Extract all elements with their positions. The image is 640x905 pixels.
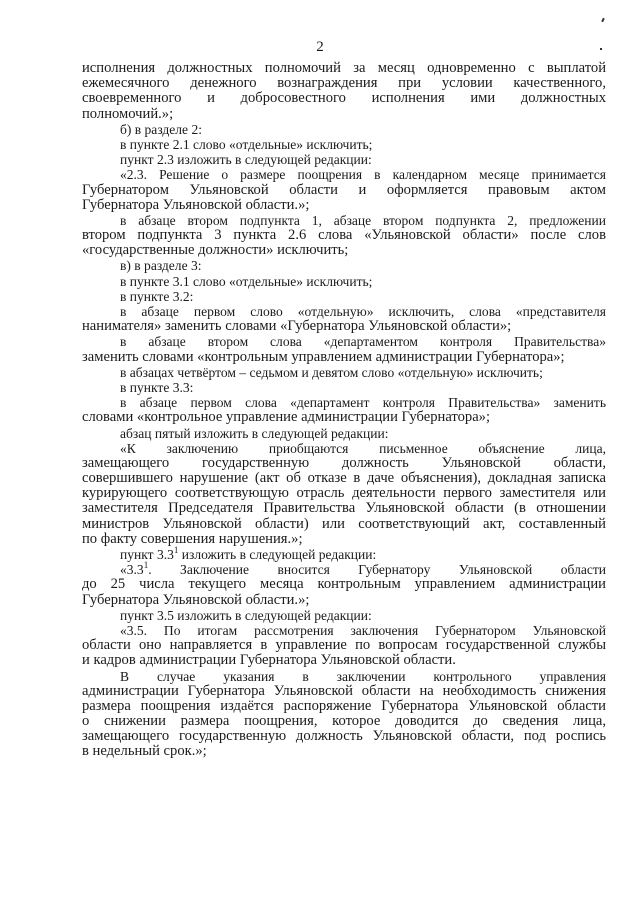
text-line	[82, 547, 606, 562]
scan-speck	[601, 18, 605, 22]
text-line	[82, 441, 606, 456]
text-line	[82, 410, 606, 425]
line-text: в пункте 2.1 слово «отдельные» исключить;	[120, 136, 373, 152]
line-text: заместителя Председателя Правительства Ульяновской области (в отношении	[82, 500, 606, 517]
text-line	[82, 501, 606, 516]
text-line	[82, 623, 606, 638]
line-text: пункт 3.5 изложить в следующей редакции:	[120, 607, 372, 623]
line-text: заменить словами «контрольным управлением администрации Губернатора»;	[82, 348, 565, 365]
text-line	[82, 228, 606, 243]
line-text: в) в разделе 3:	[120, 258, 202, 274]
line-text: курирующего соответствующую отрасль деятельности первого заместителя или	[82, 485, 606, 502]
line-text: в абзаце первом слова «департамент контроля Правительства» заменить	[120, 395, 606, 411]
line-text: «3.3	[120, 562, 144, 578]
line-text: министров Ульяновской области) или соответствующий акт, составленный	[82, 515, 606, 532]
line-text: Губернатором Ульяновской области и оформляется правовым актом	[82, 181, 606, 198]
text-line	[82, 243, 606, 258]
text-line	[82, 334, 606, 349]
line-text: замещающего государственную должность Ульяновской области,	[82, 454, 606, 471]
text-line	[82, 593, 606, 608]
line-text: «К заключению приобщаются письменное объяснение лица,	[120, 440, 606, 456]
text-line	[82, 729, 606, 744]
line-text: и кадров администрации Губернатора Ульяновской области.	[82, 652, 456, 669]
line-text: в недельный срок.»;	[82, 743, 207, 760]
line-text: Губернатора Ульяновской области.»;	[82, 196, 310, 213]
text-line	[82, 289, 606, 304]
line-text: втором подпункта 3 пункта 2.6 слова «Ульяновской области» после слов	[82, 227, 606, 244]
line-text: «государственные должности» исключить;	[82, 242, 349, 259]
line-text: по факту совершения нарушения.»;	[82, 530, 303, 547]
line-text: абзац пятый изложить в следующей редакции:	[120, 425, 389, 441]
line-text: . Заключение вносится Губернатору Ульяновской области	[148, 562, 606, 578]
line-text: в пункте 3.3:	[120, 379, 194, 395]
line-text: в абзаце втором подпункта 1, абзаце втором подпункта 2, предложении	[120, 212, 606, 228]
line-text: Губернатора Ульяновской области.»;	[82, 591, 310, 608]
line-text: в пункте 3.2:	[120, 288, 194, 304]
line-text: В случае указания в заключении контрольного управления	[120, 668, 606, 684]
text-line	[82, 517, 606, 532]
line-text: пункт 3.3	[120, 547, 174, 562]
line-text: «2.3. Решение о размере поощрения в календарном месяце принимается	[120, 167, 606, 183]
text-line	[82, 91, 606, 106]
text-line	[82, 319, 606, 334]
text-line	[82, 486, 606, 501]
text-line	[82, 744, 606, 759]
text-line	[82, 258, 606, 273]
text-line	[82, 183, 606, 198]
text-line	[82, 213, 606, 228]
text-line	[82, 562, 606, 577]
line-text: в пункте 3.1 слово «отдельные» исключить;	[120, 273, 373, 289]
line-text: изложить в следующей редакции:	[178, 547, 377, 562]
text-line	[82, 456, 606, 471]
superscript: 1	[173, 545, 179, 555]
text-line	[82, 577, 606, 592]
line-text: б) в разделе 2:	[120, 121, 202, 137]
text-line	[82, 107, 606, 122]
text-line	[82, 714, 606, 729]
text-line	[82, 684, 606, 699]
text-line	[82, 122, 606, 137]
line-text: нанимателя» заменить словами «Губернатора Ульяновской области»;	[82, 318, 512, 335]
text-line	[82, 76, 606, 91]
text-line	[82, 61, 606, 76]
superscript: 1	[143, 560, 149, 571]
line-text: исполнения должностных полномочий за месяц одновременно с выплатой	[82, 60, 606, 76]
text-line	[82, 608, 606, 623]
line-text: словами «контрольное управление администрации Губернатора»;	[82, 409, 491, 426]
page-number: 2	[316, 39, 324, 55]
text-line	[82, 638, 606, 653]
text-line	[82, 532, 606, 547]
line-text: совершившего нарушение (акт об отказе в даче объяснения), докладная записка	[82, 470, 606, 487]
line-text: размера поощрения издаётся распоряжение Губернатора Ульяновской области	[82, 697, 606, 714]
line-text: о снижении размера поощрения, которое доводится до сведения лица,	[82, 713, 606, 730]
text-line	[82, 669, 606, 684]
text-line	[82, 137, 606, 152]
line-text: «3.5. По итогам рассмотрения заключения Губернатором Ульяновской	[120, 622, 606, 638]
text-line	[82, 167, 606, 182]
line-text: своевременного и добросовестного исполнения ими должностных	[82, 90, 606, 107]
line-text: пункт 2.3 изложить в следующей редакции:	[120, 152, 372, 168]
text-line	[82, 699, 606, 714]
text-line	[82, 365, 606, 380]
text-line	[82, 152, 606, 167]
text-line	[82, 350, 606, 365]
line-text: замещающего государственную должность Ульяновской области, под роспись	[82, 728, 606, 745]
text-line	[82, 198, 606, 213]
line-text: в абзацах четвёртом – седьмом и девятом слово «отдельную» исключить;	[120, 364, 543, 380]
line-text: области оно направляется в управление по вопросам государственной службы	[82, 637, 606, 654]
document-body	[82, 61, 606, 760]
text-line	[82, 380, 606, 395]
line-text: в абзаце первом слово «отдельную» исключить, слова «представителя	[120, 304, 606, 319]
line-text: до 25 числа текущего месяца контрольным управлением администрации	[82, 576, 606, 593]
line-text: ежемесячного денежного вознаграждения при условии качественного,	[82, 75, 606, 92]
text-line	[82, 395, 606, 410]
text-line	[82, 274, 606, 289]
text-line	[82, 304, 606, 319]
line-text: администрации Губернатора Ульяновской области на необходимость снижения	[82, 682, 606, 699]
text-line	[82, 426, 606, 441]
line-text: в абзаце втором слова «департаментом контроля Правительства»	[120, 334, 606, 350]
text-line	[82, 653, 606, 668]
text-line	[82, 471, 606, 486]
line-text: полномочий.»;	[82, 105, 174, 122]
